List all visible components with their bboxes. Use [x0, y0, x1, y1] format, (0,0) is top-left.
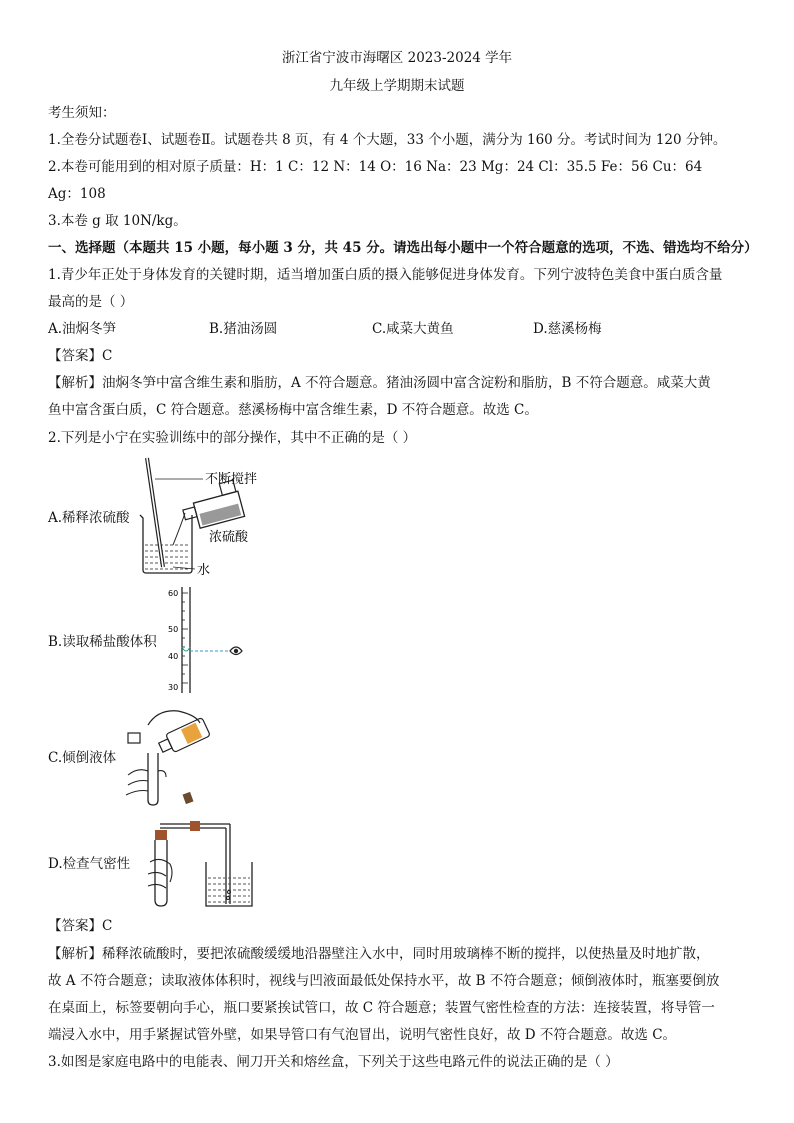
notice-heading: 考生须知：: [48, 105, 116, 121]
figure-b-tick-40: 40: [168, 652, 179, 661]
q2-answer: 【答案】C: [48, 918, 113, 934]
q1-stem-cont: 最高的是（ ）: [48, 294, 134, 310]
q2-analysis-4: 端浸入水中，用手紧握试管外壁，如果导管口有气泡冒出，说明气密性良好，故 D 不符合题意。故选 C。: [48, 1027, 677, 1043]
q2-analysis-3: 在桌面上，标签要朝向手心，瓶口要紧挨试管口，故 C 符合题意；装置气密性检查的方法：连接装置，将导管一: [48, 1000, 715, 1016]
figure-b-tick-60: 60: [168, 589, 179, 598]
q1-option-d: D.慈溪杨梅: [533, 321, 602, 337]
notice-item-2: 2.本卷可能用到的相对原子质量：H：1 C：12 N：14 O：16 Na：23 Mg：24 Cl：35.5 Fe：56 Cu：64: [48, 159, 703, 175]
stopper-icon: [183, 792, 194, 804]
figure-pour-liquid: [118, 705, 218, 810]
figure-a-acid-label: 浓硫酸: [209, 530, 249, 545]
notice-item-2-cont: Ag：108: [48, 186, 106, 202]
q1-answer: 【答案】C: [48, 348, 113, 364]
q2-option-d-label: D.检查气密性: [48, 856, 131, 872]
q2-stem: 2.下列是小宁在实验训练中的部分操作，其中不正确的是（ ）: [48, 430, 417, 446]
q1-stem: 1.青少年正处于身体发育的关键时期，适当增加蛋白质的摄入能够促进身体发育。下列宁波特色美食中蛋白质含量: [48, 267, 723, 283]
doc-title: 浙江省宁波市海曙区 2023-2024 学年: [281, 50, 513, 66]
figure-b-tick-50: 50: [168, 625, 179, 634]
figure-dilute-acid: [125, 455, 275, 580]
q1-option-a: A.油焖冬笋: [48, 321, 117, 337]
figure-b-tick-30: 30: [168, 683, 179, 692]
figure-read-volume: [160, 585, 250, 695]
q2-option-c-label: C.倾倒液体: [48, 750, 117, 766]
notice-item-1: 1.全卷分试题卷Ⅰ、试题卷Ⅱ。试题卷共 8 页，有 4 个大题，33 个小题，满分为 160 分。考试时间为 120 分钟。: [48, 132, 727, 148]
figure-a-stir-label: 不断搅拌: [205, 472, 258, 487]
q3-stem: 3.如图是家庭电路中的电能表、闸刀开关和熔丝盒，下列关于这些电路元件的说法正确的是（ ）: [48, 1054, 619, 1070]
notice-item-3: 3.本卷 g 取 10N/kg。: [48, 213, 187, 229]
figure-a-water-label: 水: [197, 563, 211, 578]
doc-subtitle: 九年级上学期期末试题: [329, 78, 465, 94]
q2-option-a-label: A.稀释浓硫酸: [48, 510, 130, 526]
q1-analysis-cont: 鱼中富含蛋白质，C 符合题意。慈溪杨梅中富含维生素，D 不符合题意。故选 C。: [48, 402, 538, 418]
q1-option-c: C.咸菜大黄鱼: [372, 321, 454, 337]
figure-airtightness: [130, 812, 260, 912]
q2-option-b-label: B.读取稀盐酸体积: [48, 634, 157, 650]
q1-option-b: B.猪油汤圆: [209, 321, 278, 337]
q2-analysis-2: 故 A 不符合题意；读取液体体积时，视线与凹液面最低处保持水平，故 B 不符合题意；倾倒液体时，瓶塞要倒放: [48, 973, 720, 989]
section-heading: 一、选择题（本题共 15 小题，每小题 3 分，共 45 分。请选出每小题中一个符合题意的选项，不选、错选均不给分）: [48, 240, 758, 256]
q1-analysis: 【解析】油焖冬笋中富含维生素和脂肪，A 不符合题意。猪油汤圆中富含淀粉和脂肪，B 不符合题意。咸菜大黄: [48, 375, 711, 391]
q2-analysis-1: 【解析】稀释浓硫酸时，要把浓硫酸缓缓地沿器壁注入水中，同时用玻璃棒不断的搅拌，以使热量及时地扩散，: [48, 946, 710, 962]
